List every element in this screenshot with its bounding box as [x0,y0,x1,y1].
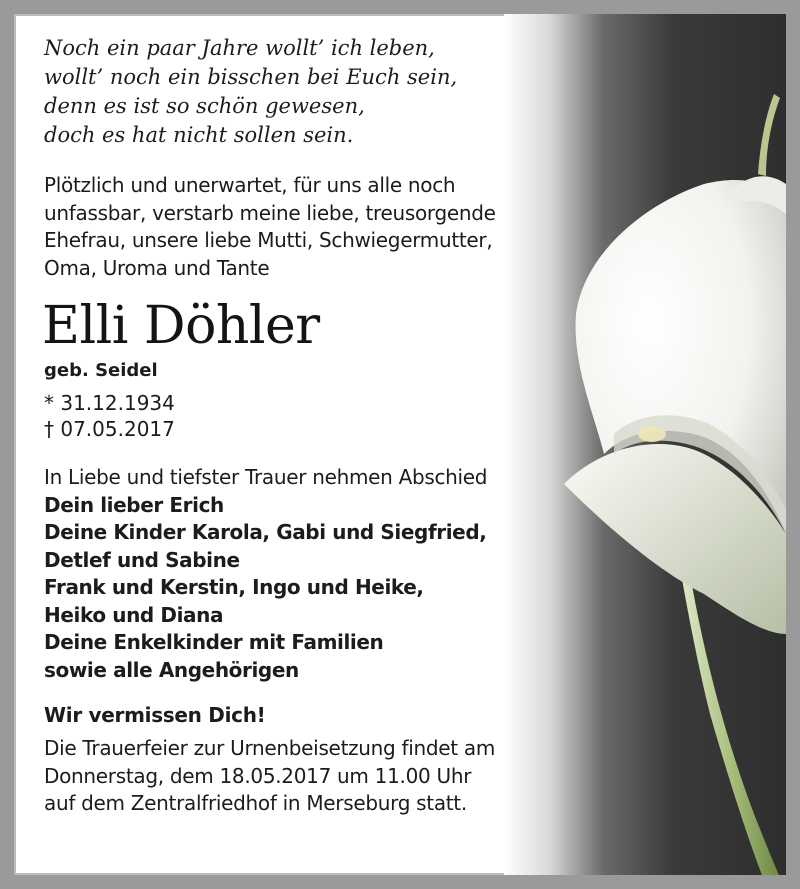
obituary-text [44,34,564,818]
mourner-line: Deine Kinder Karola, Gabi und Siegfried, [44,520,487,544]
poem-line: doch es hat nicht sollen sein. [44,123,354,147]
deceased-name: Elli Döhler [42,296,320,356]
farewell-lead: In Liebe und tiefster Trauer nehmen Abschied [44,465,488,489]
death-date: † 07.05.2017 [44,417,175,441]
intro-line: Oma, Uroma und Tante [44,255,270,280]
birth-date: * 31.12.1934 [44,391,175,415]
farewell-section [44,464,564,684]
poem-line: Noch ein paar Jahre wollt’ ich leben, [44,36,435,60]
service-line: Donnerstag, dem 18.05.2017 um 11.00 Uhr [44,763,472,788]
service-line: Die Trauerfeier zur Urnenbeisetzung findet am [44,736,496,760]
mourner-line: Frank und Kerstin, Ingo und Heike, [44,575,424,599]
obituary-card [14,14,786,875]
poem [44,34,564,150]
mourner-line: sowie alle Angehörigen [44,657,299,682]
closing-line: Wir vermissen Dich! [44,703,266,727]
poem-line: wollt’ noch ein bisschen bei Euch sein, [44,65,458,89]
life-dates [44,390,564,442]
intro-line: Ehefrau, unsere liebe Mutti, Schwiegermutter, [44,228,493,252]
intro-line: Plötzlich und unerwartet, für uns alle noch [44,173,456,197]
service-line: auf dem Zentralfriedhof in Merseburg statt. [44,791,467,815]
mourner-line: Dein lieber Erich [44,492,224,517]
intro-text [44,172,564,282]
service-info [44,735,564,818]
mourner-line: Deine Enkelkinder mit Familien [44,630,384,654]
mourner-line: Heiko und Diana [44,602,224,627]
mourner-line: Detlef und Sabine [44,547,240,572]
intro-line: unfassbar, verstarb meine liebe, treusorgende [44,200,496,225]
poem-line: denn es ist so schön gewesen, [44,94,365,118]
birth-name: geb. Seidel [44,360,158,381]
mourners-list [44,492,564,685]
